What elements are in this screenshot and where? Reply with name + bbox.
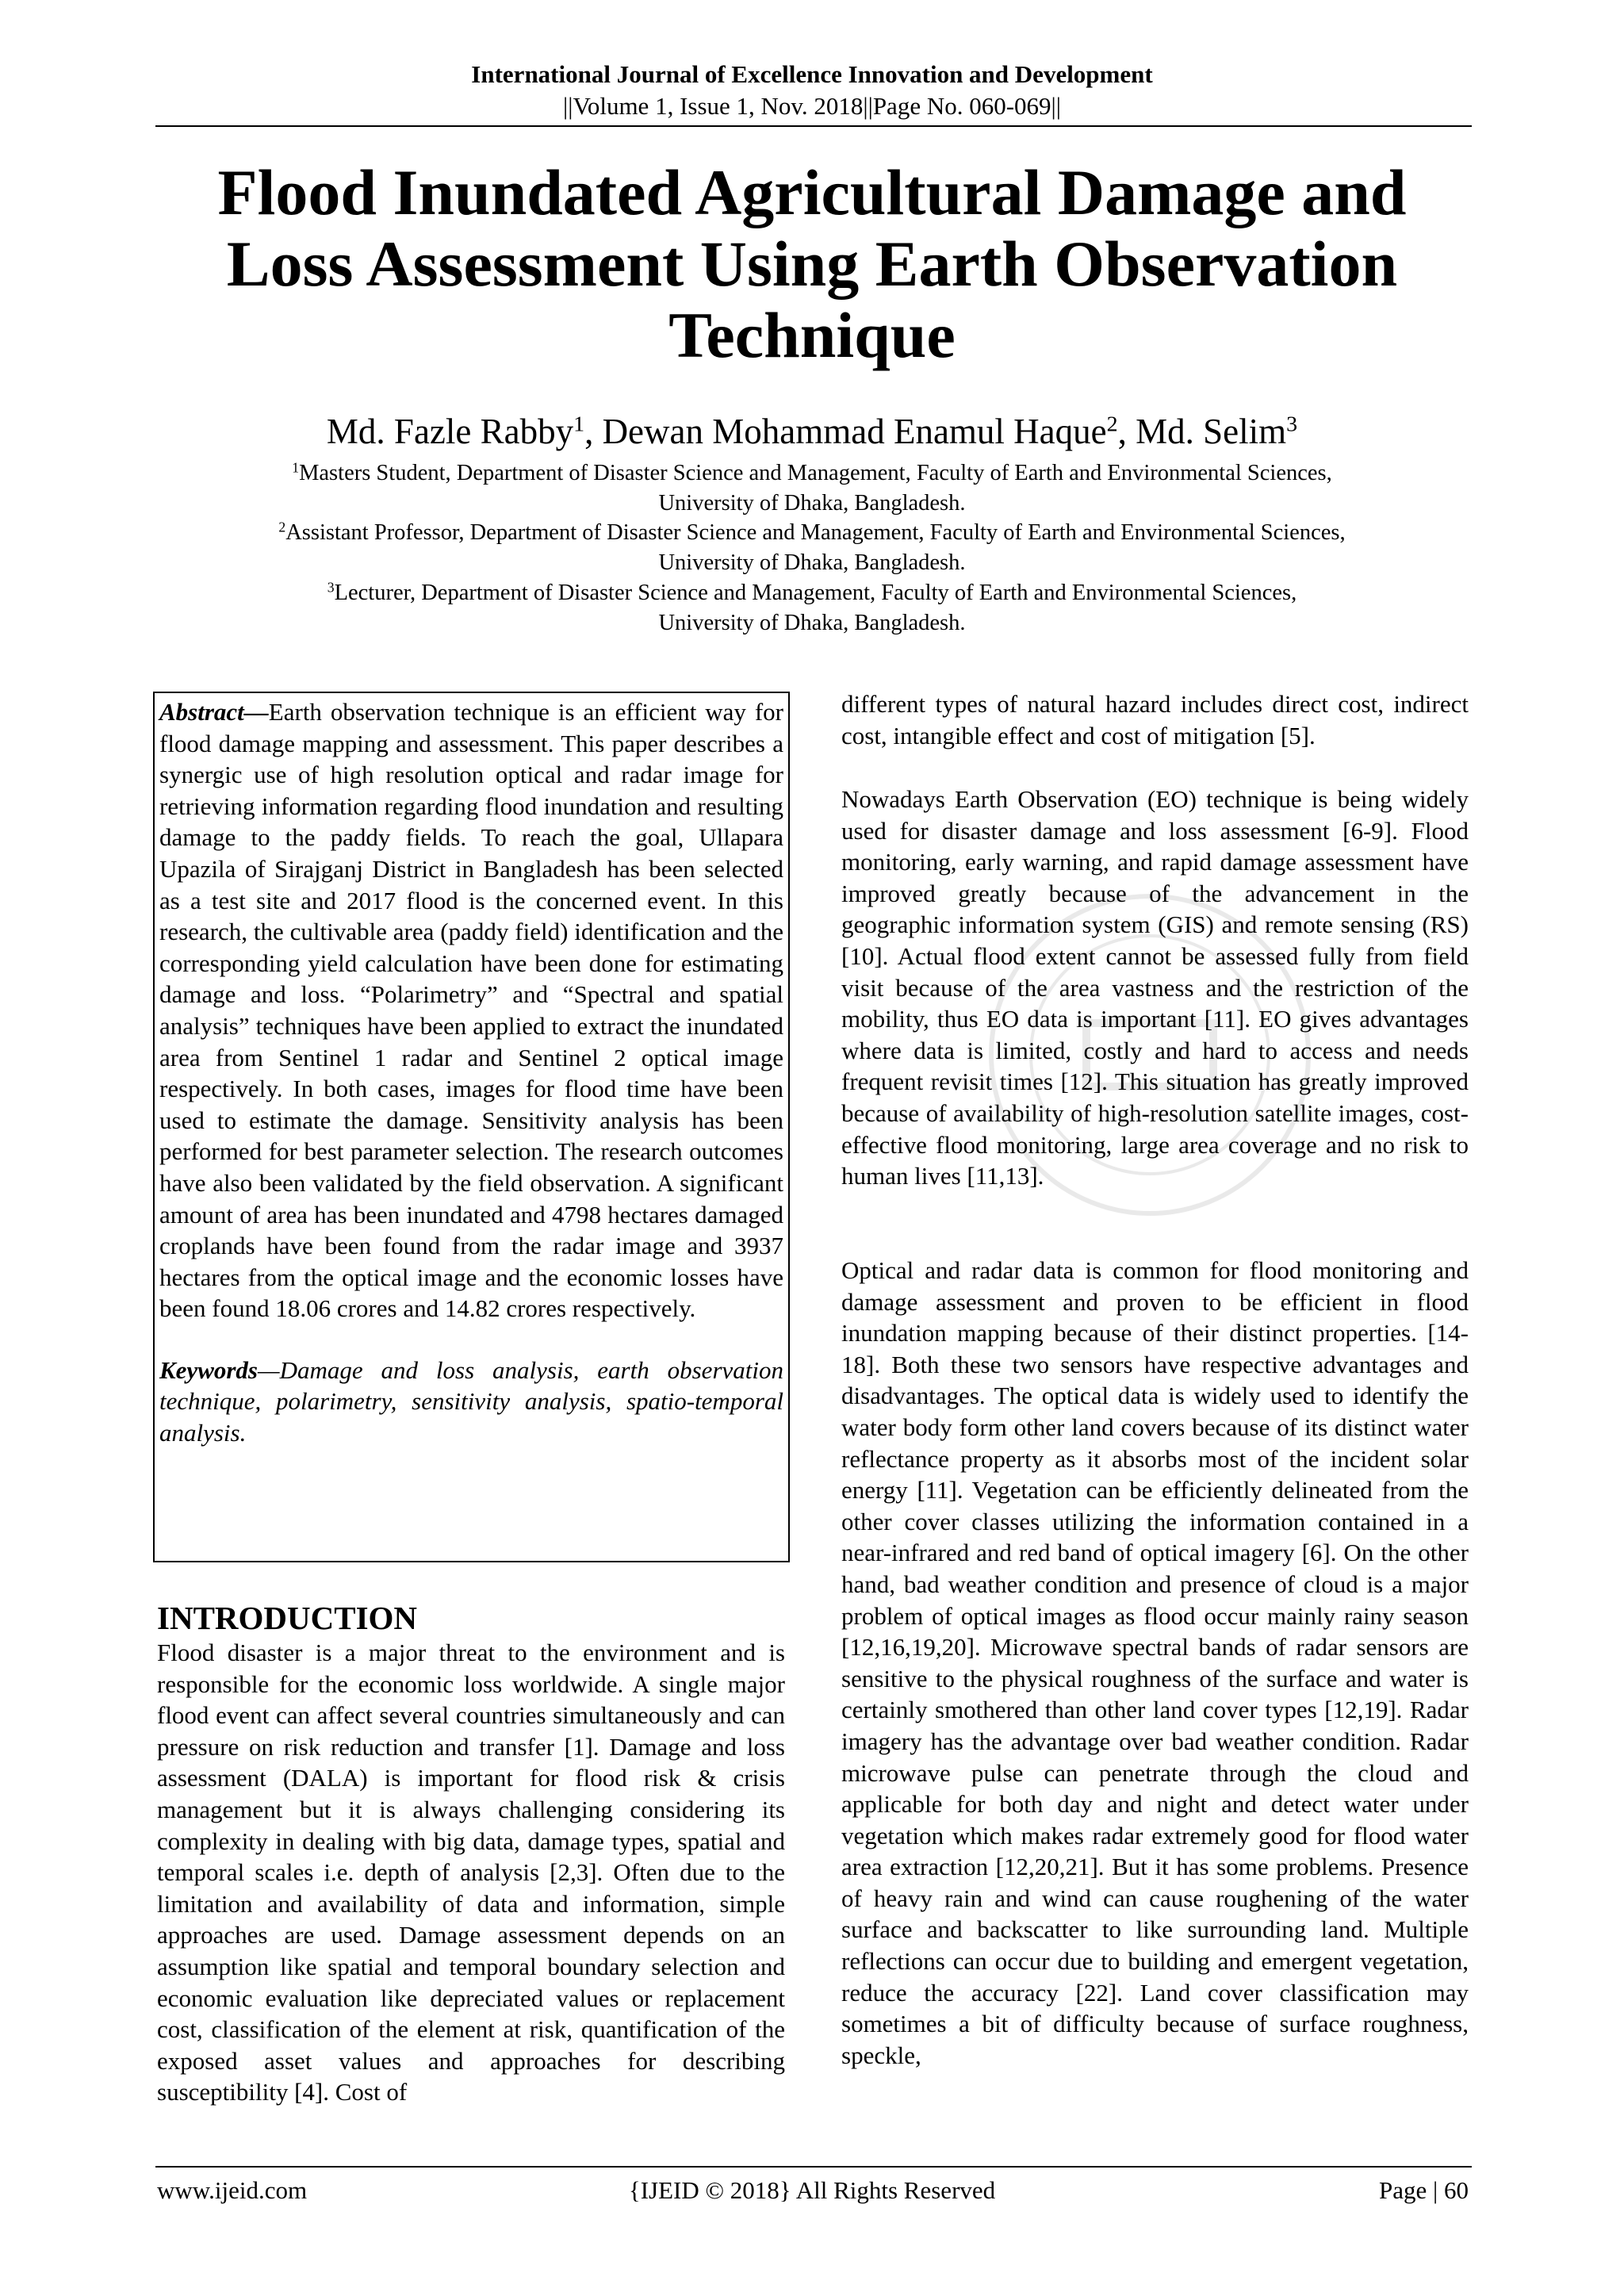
- paper-title: [143, 157, 1481, 372]
- abstract-text: Earth observation technique is an efficient way for flood damage mapping and assessment. This paper describes a synergic use of high resolution optical and radar image for retrieving information regarding flood inundation and resulting damage to the paddy fields. To reach the goal, Ullapara Upazila of Sirajganj District in Bangladesh has been selected as a test site and 2017 flood is the concerned event. In this research, the cultivable area (paddy field) identification and the corresponding yield calculation have been done for estimating damage and loss. “Polarimetry” and “Spectral and spatial analysis” techniques have been applied to extract the inundated area from Sentinel 1 radar and Sentinel 2 optical image respectively. In both cases, images for flood time have been used to estimate the damage. Sensitivity analysis has been performed for best parameter selection. The research outcomes have also been validated by the field observation. A significant amount of area has been inundated and 4798 hectares damaged croplands have been found from the radar image and 3937 hectares from the optical image and the economic losses have been found 18.06 crores and 14.82 crores respectively.: [159, 698, 783, 1323]
- author-list: [0, 411, 1624, 452]
- affiliation-line: Lecturer, Department of Disaster Science and Management, Faculty of Earth and Environmental Sciences,: [334, 580, 1297, 605]
- footer-website: www.ijeid.com: [157, 2176, 308, 2204]
- author-affiliation-mark: 1: [573, 412, 585, 437]
- affiliation-line: Assistant Professor, Department of Disaster Science and Management, Faculty of Earth and Environmental Sciences,: [285, 520, 1346, 546]
- keywords: [159, 1355, 783, 1449]
- author-name: Md. Fazle Rabby: [326, 412, 574, 451]
- abstract-label: Abstract—: [159, 698, 269, 726]
- footer-divider: [155, 2166, 1472, 2168]
- abstract: [159, 696, 783, 1324]
- affiliation-line: University of Dhaka, Bangladesh.: [658, 610, 966, 635]
- affiliation: [222, 458, 1402, 518]
- journal-header: [0, 59, 1624, 121]
- affiliation-line: Masters Student, Department of Disaster Science and Management, Faculty of Earth and Environmental Sciences,: [299, 461, 1332, 485]
- affiliation-number: 3: [327, 579, 335, 596]
- paragraph: different types of natural hazard includes direct cost, indirect cost, intangible effect and cost of mitigation [5].: [841, 690, 1469, 749]
- right-column-paragraph-1: [841, 688, 1469, 751]
- keywords-text: —Damage and loss analysis, earth observation technique, polarimetry, sensitivity analysis, spatio-temporal analysis.: [159, 1355, 783, 1447]
- author-affiliation-mark: 3: [1286, 412, 1298, 437]
- paragraph: Optical and radar data is common for flood monitoring and damage assessment and proven to be efficient in flood inundation mapping because of their distinct properties. [14-18]. Both these two sensors have respective advantages and disadvantages. The optical data is widely used to identify the water body form other land covers because of its distinct water reflectance property as it absorbs most of the incident solar energy [11]. Vegetation can be efficiently delineated from the other cover classes utilizing the information contained in a near-infrared and red band of optical imagery [6]. On the other hand, bad weather condition and presence of cloud is a major problem of optical images as flood occur mainly rainy season [12,16,19,20]. Microwave spectral bands of radar sensors are sensitive to the physical roughness of the surface and water is certainly smothered than other land cover types [12,19]. Radar imagery has the advantage over bad weather condition. Radar microwave pulse can penetrate through the cloud and applicable for both day and night and detect water under vegetation which makes radar extremely good for flood water area extraction [12,20,21]. But it has some problems. Presence of heavy rain and wind can cause roughening of the water surface and backscatter to like surrounding land. Multiple reflections can occur due to building and emergent vegetation, reduce the accuracy [22]. Land cover classification may sometimes a bit of difficulty because of surface roughness, speckle,: [841, 1256, 1469, 2069]
- title-line: Technique: [668, 299, 956, 372]
- affiliations: [222, 458, 1402, 638]
- journal-name: International Journal of Excellence Innovation and Development: [471, 60, 1153, 88]
- affiliation-line: University of Dhaka, Bangladesh.: [658, 550, 966, 576]
- section-heading-introduction: INTRODUCTION: [157, 1600, 418, 1636]
- author-name: Dewan Mohammad Enamul Haque: [602, 412, 1107, 451]
- affiliation: [222, 518, 1402, 577]
- affiliation-number: 1: [292, 459, 300, 476]
- author-separator: ,: [1117, 412, 1136, 451]
- title-line: Flood Inundated Agricultural Damage and: [217, 156, 1407, 228]
- right-column-paragraph-2: [841, 784, 1469, 1192]
- introduction-body: [157, 1637, 785, 2108]
- title-line: Loss Assessment Using Earth Observation: [226, 228, 1398, 301]
- right-column-paragraph-3: [841, 1255, 1469, 2071]
- affiliation-line: University of Dhaka, Bangladesh.: [658, 490, 966, 516]
- paragraph: Flood disaster is a major threat to the environment and is responsible for the economic loss worldwide. A single major flood event can affect several countries simultaneously and can pressure on risk reduction and transfer [1]. Damage and loss assessment (DALA) is important for flood risk & crisis management but it is always challenging considering its complexity in dealing with big data, damage types, spatial and temporal scales i.e. depth of analysis [2,3]. Often due to the limitation and availability of data and information, simple approaches are used. Damage assessment depends on an assumption like spatial and temporal boundary selection and economic evaluation like depreciated values or replacement cost, classification of the element at risk, quantification of the exposed asset values and approaches for describing susceptibility [4]. Cost of: [157, 1639, 785, 2106]
- footer-copyright: {IJEID © 2018} All Rights Reserved: [628, 2176, 996, 2204]
- keywords-label: Keywords: [159, 1355, 258, 1384]
- header-divider: [155, 125, 1472, 127]
- author-affiliation-mark: 2: [1106, 412, 1118, 437]
- author-name: Md. Selim: [1136, 412, 1287, 451]
- abstract-box: [153, 692, 790, 1562]
- journal-issue: ||Volume 1, Issue 1, Nov. 2018||Page No. 060-069||: [563, 91, 1061, 120]
- footer-page-number: Page | 60: [1379, 2176, 1469, 2204]
- affiliation-number: 2: [278, 519, 286, 535]
- paragraph: Nowadays Earth Observation (EO) technique is being widely used for disaster damage and loss assessment [6-9]. Flood monitoring, early warning, and rapid damage assessment have improved greatly because of the advancement in the geographic information system (GIS) and remote sensing (RS) [10]. Actual flood extent cannot be assessed fully from field visit because of the area vastness and the restriction of the mobility, thus EO data is important [11]. EO gives advantages where data is limited, costly and hard to access and needs frequent revisit times [12]. This situation has greatly improved because of availability of high-resolution satellite images, cost-effective flood monitoring, large area coverage and no risk to human lives [11,13].: [841, 785, 1469, 1190]
- author-separator: ,: [584, 412, 603, 451]
- affiliation: [222, 578, 1402, 638]
